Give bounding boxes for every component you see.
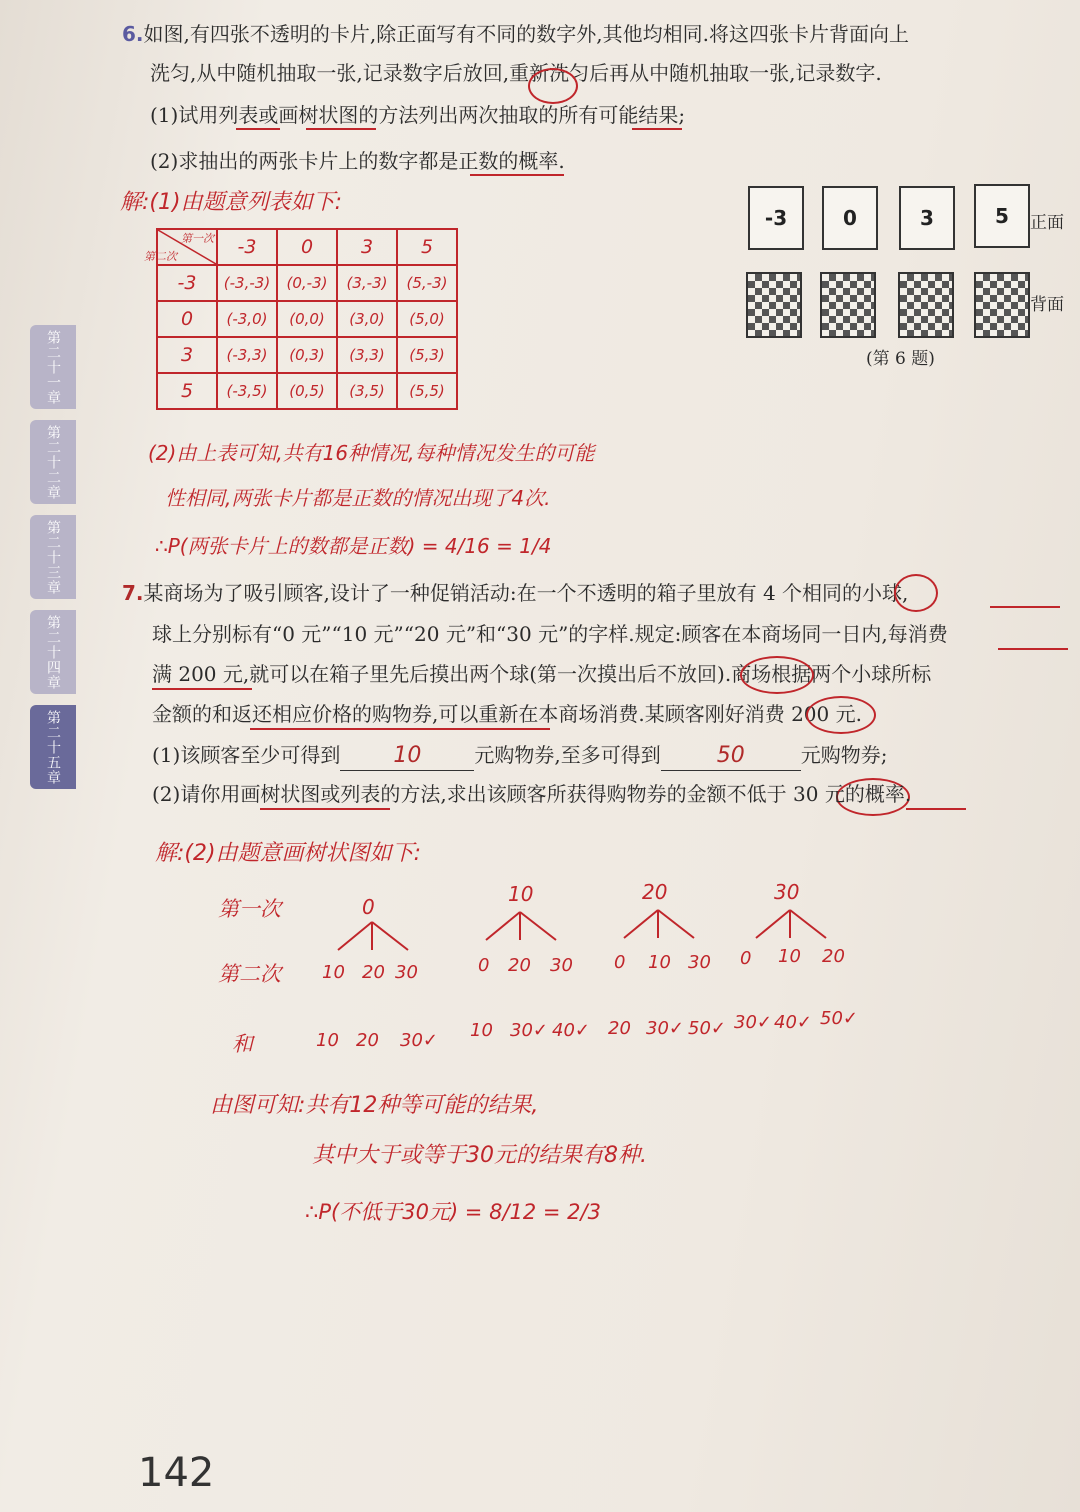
card-front: 3 xyxy=(899,186,955,250)
tree-sum: 30✓ xyxy=(734,1012,772,1033)
q6-answer-line2b: 性相同,两张卡片都是正数的情况出现了4次. xyxy=(165,486,551,510)
tree-root: 0 xyxy=(362,895,375,919)
underline-mark xyxy=(250,728,550,730)
tree-label-sum: 和 xyxy=(232,1032,253,1056)
card-back xyxy=(746,272,802,338)
table-cell: (-3,-3) xyxy=(217,265,277,301)
q7-line3: 满 200 元,就可以在箱子里先后摸出两个球(第一次摸出后不放回).商场根据两个小球所标 xyxy=(152,662,932,686)
q6-part2: (2)求抽出的两张卡片上的数字都是正数的概率. xyxy=(150,149,565,173)
answer-max-value: 50 xyxy=(716,743,745,768)
q7-number: 7. xyxy=(122,581,144,605)
col-header: -3 xyxy=(217,229,277,265)
card-back xyxy=(898,272,954,338)
q7-answer-intro: 解:(2)由题意画树状图如下: xyxy=(155,841,421,866)
tree-sum: 40✓ xyxy=(774,1012,812,1033)
table-cell: (5,5) xyxy=(397,373,457,409)
table-cell: (3,5) xyxy=(337,373,397,409)
card-front: -3 xyxy=(748,186,804,250)
row-header: 3 xyxy=(157,337,217,373)
table-cell: (3,3) xyxy=(337,337,397,373)
circle-mark xyxy=(528,68,578,104)
tree-leaf: 0 xyxy=(740,948,752,969)
tree-sum: 10 xyxy=(316,1030,339,1051)
q7-answer-line1: 由图可知:共有12种等可能的结果, xyxy=(210,1093,539,1118)
q7-part1-suffix: 元购物券; xyxy=(800,743,888,767)
table-cell: (-3,3) xyxy=(217,337,277,373)
table-cell: (3,0) xyxy=(337,301,397,337)
chapter-tab-25[interactable]: 第二十五章 xyxy=(30,705,76,789)
circle-mark xyxy=(894,574,938,612)
tree-label-first: 第一次 xyxy=(218,897,281,921)
q6-answer-table xyxy=(144,228,458,410)
tree-sum: 20 xyxy=(608,1018,631,1039)
underline-mark xyxy=(306,128,376,130)
table-cell: (0,-3) xyxy=(277,265,337,301)
underline-mark xyxy=(998,648,1068,650)
card-front: 0 xyxy=(822,186,878,250)
tree-leaf: 0 xyxy=(478,955,490,976)
row-header: 0 xyxy=(157,301,217,337)
q7-line2: 球上分别标有“0 元”“10 元”“20 元”和“30 元”的字样.规定:顾客在本商场同一日内,每消费 xyxy=(152,622,948,646)
q7-line1 xyxy=(122,581,908,606)
col-header: 5 xyxy=(397,229,457,265)
tree-root: 30 xyxy=(774,880,800,904)
tree-sum: 20 xyxy=(356,1030,379,1051)
q6-answer-intro: 解:(1)由题意列表如下: xyxy=(120,190,342,215)
q7-answer-line2: 其中大于或等于30元的结果有8种. xyxy=(312,1143,647,1168)
tree-leaf: 30 xyxy=(395,962,418,983)
answer-min-value: 10 xyxy=(393,743,422,768)
tree-leaf: 20 xyxy=(362,962,385,983)
q6-answer-line3: ∴P(两张卡片上的数都是正数) = 4/16 = 1/4 xyxy=(155,534,552,558)
card-front: 5 xyxy=(974,184,1030,248)
q7-answer-line3: ∴P(不低于30元) = 8/12 = 2/3 xyxy=(305,1200,601,1224)
underline-mark xyxy=(260,808,390,810)
table-cell: (5,0) xyxy=(397,301,457,337)
answer-blank-min[interactable] xyxy=(340,742,474,771)
tree-label-second: 第二次 xyxy=(218,962,281,986)
tree-branches xyxy=(748,908,838,942)
underline-mark xyxy=(470,174,564,176)
tree-sum: 30✓ xyxy=(646,1018,684,1039)
tree-sum: 30✓ xyxy=(400,1030,438,1051)
circle-mark xyxy=(740,656,814,694)
tree-root: 20 xyxy=(642,880,668,904)
table-cell: (-3,5) xyxy=(217,373,277,409)
q6-number: 6. xyxy=(122,22,144,46)
tree-root: 10 xyxy=(508,882,534,906)
q6-line1-text: 如图,有四张不透明的卡片,除正面写有不同的数字外,其他均相同.将这四张卡片背面向上 xyxy=(143,22,909,46)
underline-mark xyxy=(990,606,1060,608)
tree-leaf: 10 xyxy=(322,962,345,983)
table-cell: (5,3) xyxy=(397,337,457,373)
row-header: -3 xyxy=(157,265,217,301)
underline-mark xyxy=(632,128,682,130)
tree-sum: 40✓ xyxy=(552,1020,590,1041)
answer-blank-max[interactable] xyxy=(661,742,801,771)
card-back xyxy=(974,272,1030,338)
q7-line1-text: 某商场为了吸引顾客,设计了一种促销活动:在一个不透明的箱子里放有 4 个相同的小球, xyxy=(143,581,909,605)
circle-mark xyxy=(806,696,876,734)
tree-leaf: 10 xyxy=(778,946,801,967)
tree-sum: 50✓ xyxy=(688,1018,726,1039)
corner-top-label: 第一次 xyxy=(181,232,214,245)
tree-branches xyxy=(330,920,420,954)
q7-part1-mid: 元购物券,至多可得到 xyxy=(474,743,661,767)
table-cell: (0,5) xyxy=(277,373,337,409)
tree-branches xyxy=(616,908,706,942)
table-cell: (0,0) xyxy=(277,301,337,337)
q6-answer-line2a: (2)由上表可知,共有16种情况,每种情况发生的可能 xyxy=(148,441,595,465)
figure-caption: (第 6 题) xyxy=(866,349,935,369)
table-cell: (5,-3) xyxy=(397,265,457,301)
col-header: 3 xyxy=(337,229,397,265)
q7-part1 xyxy=(152,742,887,771)
front-label: 正面 xyxy=(1030,213,1064,233)
q6-line2: 洗匀,从中随机抽取一张,记录数字后放回,重新洗匀后再从中随机抽取一张,记录数字. xyxy=(150,61,882,85)
q7-part2: (2)请你用画树状图或列表的方法,求出该顾客所获得购物券的金额不低于 30 元的概率. xyxy=(152,782,912,806)
chapter-tab-21[interactable]: 第二十一章 xyxy=(30,325,76,409)
tree-leaf: 20 xyxy=(508,955,531,976)
col-header: 0 xyxy=(277,229,337,265)
tree-sum: 50✓ xyxy=(820,1008,858,1029)
table-cell: (3,-3) xyxy=(337,265,397,301)
table-cell: (0,3) xyxy=(277,337,337,373)
table-cell: (-3,0) xyxy=(217,301,277,337)
q7-part1-prefix: (1)该顾客至少可得到 xyxy=(152,743,341,767)
chapter-tab-24[interactable]: 第二十四章 xyxy=(30,610,76,694)
underline-mark xyxy=(152,688,252,690)
tree-branches xyxy=(478,910,568,944)
chapter-tab-22[interactable]: 第二十二章 xyxy=(30,420,76,504)
corner-left-label: 第二次 xyxy=(144,250,177,263)
back-label: 背面 xyxy=(1030,295,1064,315)
tree-sum: 10 xyxy=(470,1020,493,1041)
table-corner xyxy=(144,229,217,265)
page-number: 142 xyxy=(138,1450,215,1496)
q7-line4: 金额的和返还相应价格的购物券,可以重新在本商场消费.某顾客刚好消费 200 元. xyxy=(152,702,862,726)
underline-mark xyxy=(236,128,280,130)
q6-line1 xyxy=(122,22,909,47)
chapter-tab-23[interactable]: 第二十三章 xyxy=(30,515,76,599)
tree-leaf: 30 xyxy=(688,952,711,973)
q6-part1: (1)试用列表或画树状图的方法列出两次抽取的所有可能结果; xyxy=(150,103,686,127)
row-header: 5 xyxy=(157,373,217,409)
tree-leaf: 20 xyxy=(822,946,845,967)
underline-mark xyxy=(906,808,966,810)
card-back xyxy=(820,272,876,338)
tree-sum: 30✓ xyxy=(510,1020,548,1041)
tree-leaf: 10 xyxy=(648,952,671,973)
tree-leaf: 30 xyxy=(550,955,573,976)
tree-leaf: 0 xyxy=(614,952,626,973)
